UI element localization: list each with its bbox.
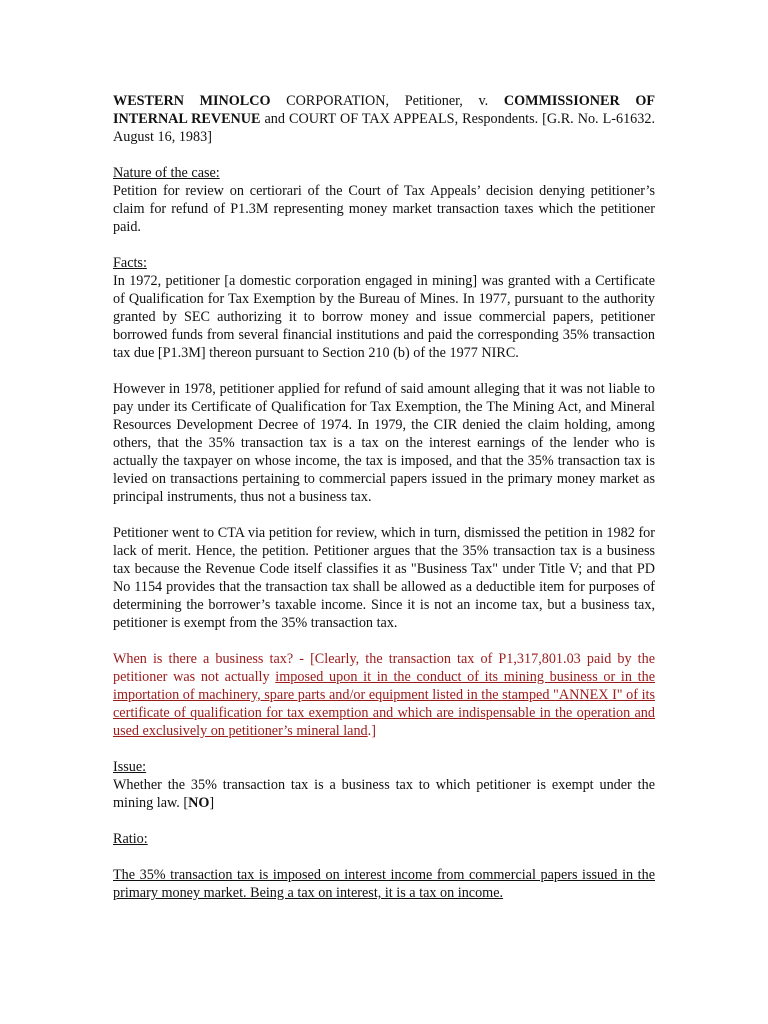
nature-heading: Nature of the case: xyxy=(113,165,220,181)
respondent-rest: and COURT OF TAX APPEALS, Respondents. [G.R. No. L-61632. August 16, 1983] xyxy=(113,111,656,145)
petitioner-name-bold: WESTERN MINOLCO xyxy=(113,93,271,109)
ratio-body: The 35% transaction tax is imposed on interest income from commercial papers issued in the primary money market. Being a tax on interest, it is a tax on income. xyxy=(113,867,655,901)
case-title xyxy=(113,92,655,146)
nature-italic: certiorari xyxy=(249,183,302,199)
petitioner-name-rest: CORPORATION, xyxy=(286,93,390,109)
facts-paragraph-3: Petitioner went to CTA via petition for review, which in turn, dismissed the petition in 1982 for lack of merit. Hence, the petition. Petitioner argues that the 35% transaction tax is a business tax because the Revenue Code itself classifies it as "Business Tax" under Title V; and that PD No 1154 provides that the transaction tax shall be allowed as a deductible item for purposes of determining the borrower’s taxable income. Since it is not an income tax, but a business tax, petitioner is exempt from the 35% transaction tax. xyxy=(113,525,655,631)
business-tax-note xyxy=(113,650,655,740)
issue-heading: Issue: xyxy=(113,759,147,775)
issue-text: Whether the 35% transaction tax is a business tax to which petitioner is exempt under the mining law. [ xyxy=(113,777,655,811)
note-suffix: .] xyxy=(367,723,376,739)
petitioner-role: Petitioner, v. xyxy=(404,93,489,109)
nature-prefix: Petition for review on xyxy=(113,183,244,199)
ratio-heading: Ratio: xyxy=(113,831,148,847)
note-underlined: imposed upon it in the conduct of its mining business or in the importation of machinery, spare parts and/or equipment listed in the stamped "ANNEX I" of its certificate of qualification for tax exemption and which are indispensable in the operation and used exclusively on petitioner’s mineral land xyxy=(113,669,656,739)
respondent-bold: COMMISSIONER OF INTERNAL REVENUE xyxy=(113,93,656,127)
nature-suffix: of the Court of Tax Appeals’ decision denying petitioner’s claim for refund of P1.3M representing money market transaction taxes which the petitioner paid. xyxy=(113,183,655,235)
note-prefix: When is there a business tax? - [Clearly, the transaction tax of P1,317,801.03 paid by the petitioner was not actually xyxy=(113,651,655,685)
nature-body xyxy=(113,182,655,236)
document-page xyxy=(113,92,655,902)
facts-heading: Facts: xyxy=(113,255,147,271)
facts-paragraph-2: However in 1978, petitioner applied for refund of said amount alleging that it was not liable to pay under its Certificate of Qualification for Tax Exemption, the The Mining Act, and Mineral Resources Development Decree of 1974. In 1979, the CIR denied the claim holding, among others, that the 35% transaction tax is a tax on the interest earnings of the lender who is actually the taxpayer on whose income, the tax is imposed, and that the 35% transaction tax is levied on transactions pertaining to commercial papers issued in the primary money market as principal instruments, thus not a business tax. xyxy=(113,381,655,505)
issue-answer: NO xyxy=(188,795,210,811)
issue-close: ] xyxy=(209,795,215,811)
issue-body xyxy=(113,776,655,812)
facts-paragraph-1: In 1972, petitioner [a domestic corporation engaged in mining] was granted with a Certificate of Qualification for Tax Exemption by the Bureau of Mines. In 1977, pursuant to the authority granted by SEC authorizing it to borrow money and issue commercial papers, petitioner borrowed funds from several financial institutions and paid the corresponding 35% transaction tax due [P1.3M] thereon pursuant to Section 210 (b) of the 1977 NIRC. xyxy=(113,273,655,361)
